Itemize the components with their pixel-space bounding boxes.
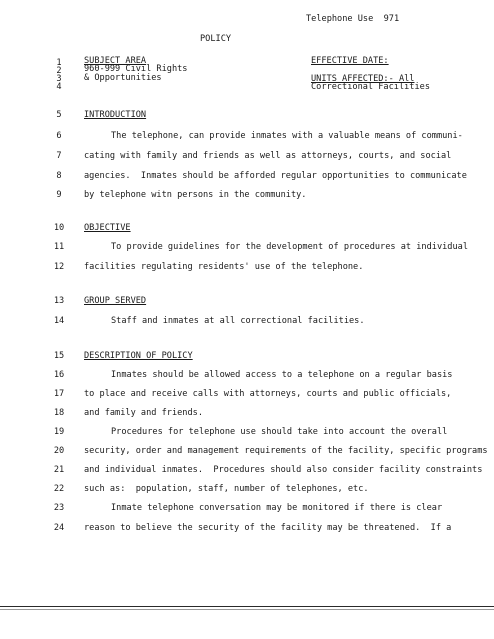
introduction-heading: INTRODUCTION bbox=[84, 110, 147, 120]
subject-area-line2: & Opportunities bbox=[84, 73, 162, 83]
line-number: 1 bbox=[56, 58, 62, 68]
body-line: and family and friends. bbox=[84, 408, 203, 418]
line-number: 6 bbox=[56, 131, 62, 141]
body-line: Inmate telephone conversation may be monitored if there is clear bbox=[111, 503, 443, 513]
document-title: POLICY bbox=[200, 34, 232, 44]
line-number: 19 bbox=[53, 427, 65, 437]
body-line: Procedures for telephone use should take into account the overall bbox=[111, 427, 448, 437]
units-affected-label: UNITS AFFECTED:- All bbox=[311, 74, 415, 84]
subject-area-label: SUBJECT AREA bbox=[84, 56, 147, 66]
body-line: such as: population, staff, number of telephones, etc. bbox=[84, 484, 369, 494]
line-number: 20 bbox=[53, 446, 65, 456]
bottom-rule bbox=[0, 606, 494, 607]
line-number: 15 bbox=[53, 351, 65, 361]
objective-heading: OBJECTIVE bbox=[84, 223, 131, 233]
line-number: 9 bbox=[56, 190, 62, 200]
body-line: facilities regulating residents' use of the telephone. bbox=[84, 262, 364, 272]
effective-date-label: EFFECTIVE DATE: bbox=[311, 56, 389, 66]
body-line: The telephone, can provide inmates with a valuable means of communi- bbox=[111, 131, 463, 141]
line-number: 16 bbox=[53, 370, 65, 380]
line-number: 10 bbox=[53, 223, 65, 233]
body-line: and individual inmates. Procedures should also consider facility constraints bbox=[84, 465, 483, 475]
units-affected-value: Correctional Facilities bbox=[311, 82, 430, 92]
line-number: 4 bbox=[56, 82, 62, 92]
body-line: security, order and management requirements of the facility, specific programs bbox=[84, 446, 488, 456]
line-number: 23 bbox=[53, 503, 65, 513]
line-number: 11 bbox=[53, 242, 65, 252]
line-number: 3 bbox=[56, 74, 62, 84]
line-number: 2 bbox=[56, 66, 62, 76]
subject-area-line1: 960-999 Civil Rights bbox=[84, 64, 188, 74]
body-line: Staff and inmates at all correctional facilities. bbox=[111, 316, 365, 326]
line-number: 8 bbox=[56, 171, 62, 181]
body-line: agencies. Inmates should be afforded regular opportunities to communicate bbox=[84, 171, 467, 181]
body-line: Inmates should be allowed access to a telephone on a regular basis bbox=[111, 370, 453, 380]
line-number: 14 bbox=[53, 316, 65, 326]
line-number: 24 bbox=[53, 523, 65, 533]
line-number: 21 bbox=[53, 465, 65, 475]
line-number: 22 bbox=[53, 484, 65, 494]
body-line: to place and receive calls with attorneys, courts and public officials, bbox=[84, 389, 452, 399]
body-line: by telephone witn persons in the community. bbox=[84, 190, 307, 200]
line-number: 5 bbox=[56, 110, 62, 120]
line-number: 18 bbox=[53, 408, 65, 418]
group-served-heading: GROUP SERVED bbox=[84, 296, 147, 306]
line-number: 13 bbox=[53, 296, 65, 306]
page-reference: Telephone Use 971 bbox=[306, 14, 400, 24]
policy-description-heading: DESCRIPTION OF POLICY bbox=[84, 351, 193, 361]
bottom-rule-shadow bbox=[0, 609, 494, 610]
body-line: reason to believe the security of the facility may be threatened. If a bbox=[84, 523, 452, 533]
line-number: 12 bbox=[53, 262, 65, 272]
body-line: cating with family and friends as well as attorneys, courts, and social bbox=[84, 151, 452, 161]
line-number: 7 bbox=[56, 151, 62, 161]
line-number: 17 bbox=[53, 389, 65, 399]
body-line: To provide guidelines for the development of procedures at individual bbox=[111, 242, 468, 252]
